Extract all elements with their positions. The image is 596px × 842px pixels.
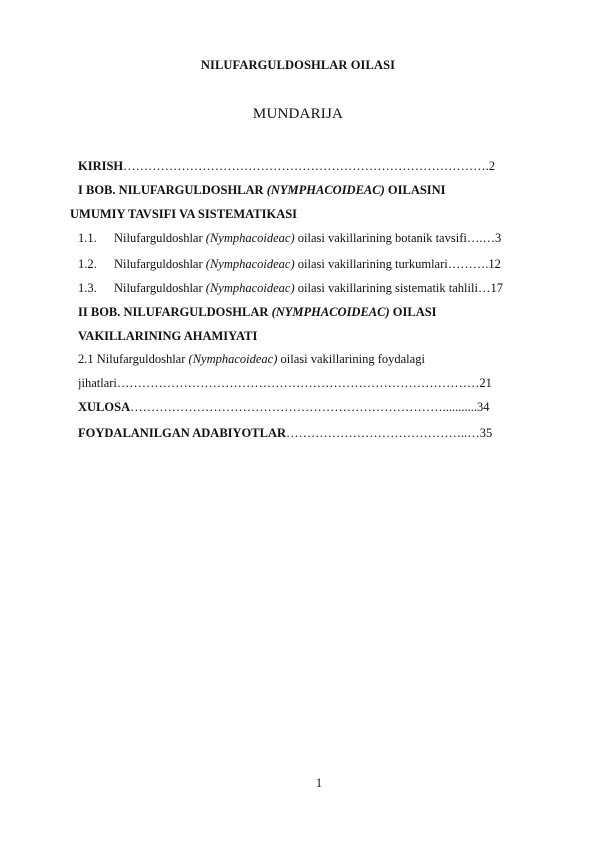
toc-section-text: oilasi vakillarining botanik tavsifi [294, 231, 467, 245]
toc-page: 3 [494, 231, 502, 245]
toc-section-number: 1.2. [78, 257, 97, 271]
toc-chapter-text: I BOB. NILUFARGULDOSHLAR [78, 183, 267, 197]
toc-section-italic: (Nymphacoideac) [205, 281, 295, 295]
toc-leader: …………………………………………………………………........... [130, 400, 477, 414]
toc-section-1-3 [78, 280, 548, 296]
toc-section-italic: (Nymphacoideac) [188, 352, 278, 366]
toc-leader: ….… [466, 231, 495, 245]
toc-section-2-1-line-2 [78, 375, 548, 391]
toc-chapter-text: OILASINI [384, 183, 446, 197]
toc-section-text: Nilufarguldoshlar [114, 257, 206, 271]
toc-section-text: oilasi vakillarining sistematik tahlili [294, 281, 478, 295]
toc-entry-label: FOYDALANILGAN ADABIYOTLAR [78, 426, 287, 440]
toc-section-number: 1.3. [78, 281, 97, 295]
toc-leader: … [477, 281, 491, 295]
toc-entry-xulosa [78, 399, 548, 415]
toc-section-2-1-line-1 [78, 351, 548, 367]
toc-page: 17 [490, 281, 503, 295]
toc-section-text: 2.1 Nilufarguldoshlar [78, 352, 189, 366]
toc-section-text: Nilufarguldoshlar [114, 231, 206, 245]
toc-page: 34 [476, 400, 490, 414]
document-title: NILUFARGULDOSHLAR OILASI [200, 58, 396, 72]
toc-chapter-italic: (NYMPHACOIDEAC) [266, 183, 385, 197]
toc-section-italic: (Nymphacoideac) [205, 257, 295, 271]
toc-chapter-text: OILASI [389, 305, 437, 319]
toc-entry-adabiyotlar [78, 425, 548, 441]
toc-page: 2 [488, 159, 496, 173]
toc-section-1-2 [78, 256, 548, 272]
toc-section-text: oilasi vakillarining turkumlari [294, 257, 448, 271]
toc-chapter-text: II BOB. NILUFARGULDOSHLAR [78, 305, 272, 319]
toc-page: 12 [488, 257, 501, 271]
toc-section-text: Nilufarguldoshlar [114, 281, 206, 295]
toc-section-text: jihatlari [78, 376, 117, 390]
toc-chapter-2-line-1 [78, 304, 548, 320]
toc-page: 35 [479, 426, 493, 440]
toc-chapter-1-line-1 [78, 182, 548, 198]
toc-chapter-1-line-2: UMUMIY TAVSIFI VA SISTEMATIKASI [70, 207, 298, 221]
toc-heading: MUNDARIJA [252, 106, 344, 122]
toc-leader: ………. [447, 257, 489, 271]
toc-leader: ……………………………………………………………………………. [123, 159, 489, 173]
toc-section-italic: (Nymphacoideac) [205, 231, 295, 245]
toc-chapter-2-line-2: VAKILLARINING AHAMIYATI [78, 329, 258, 343]
toc-entry-label: KIRISH [78, 159, 124, 173]
toc-section-number: 1.1. [78, 231, 97, 245]
toc-entry-label: XULOSA [78, 400, 131, 414]
toc-entry-kirish [78, 158, 548, 174]
toc-chapter-italic: (NYMPHACOIDEAC) [271, 305, 390, 319]
toc-section-text: oilasi vakillarining foydalagi [277, 352, 425, 366]
toc-leader: …………………………………………………………………………… [116, 376, 480, 390]
toc-section-1-1 [78, 230, 548, 246]
toc-leader: ……………………………………..… [286, 426, 480, 440]
page-number: 1 [315, 776, 323, 790]
toc-page: 21 [479, 376, 492, 390]
